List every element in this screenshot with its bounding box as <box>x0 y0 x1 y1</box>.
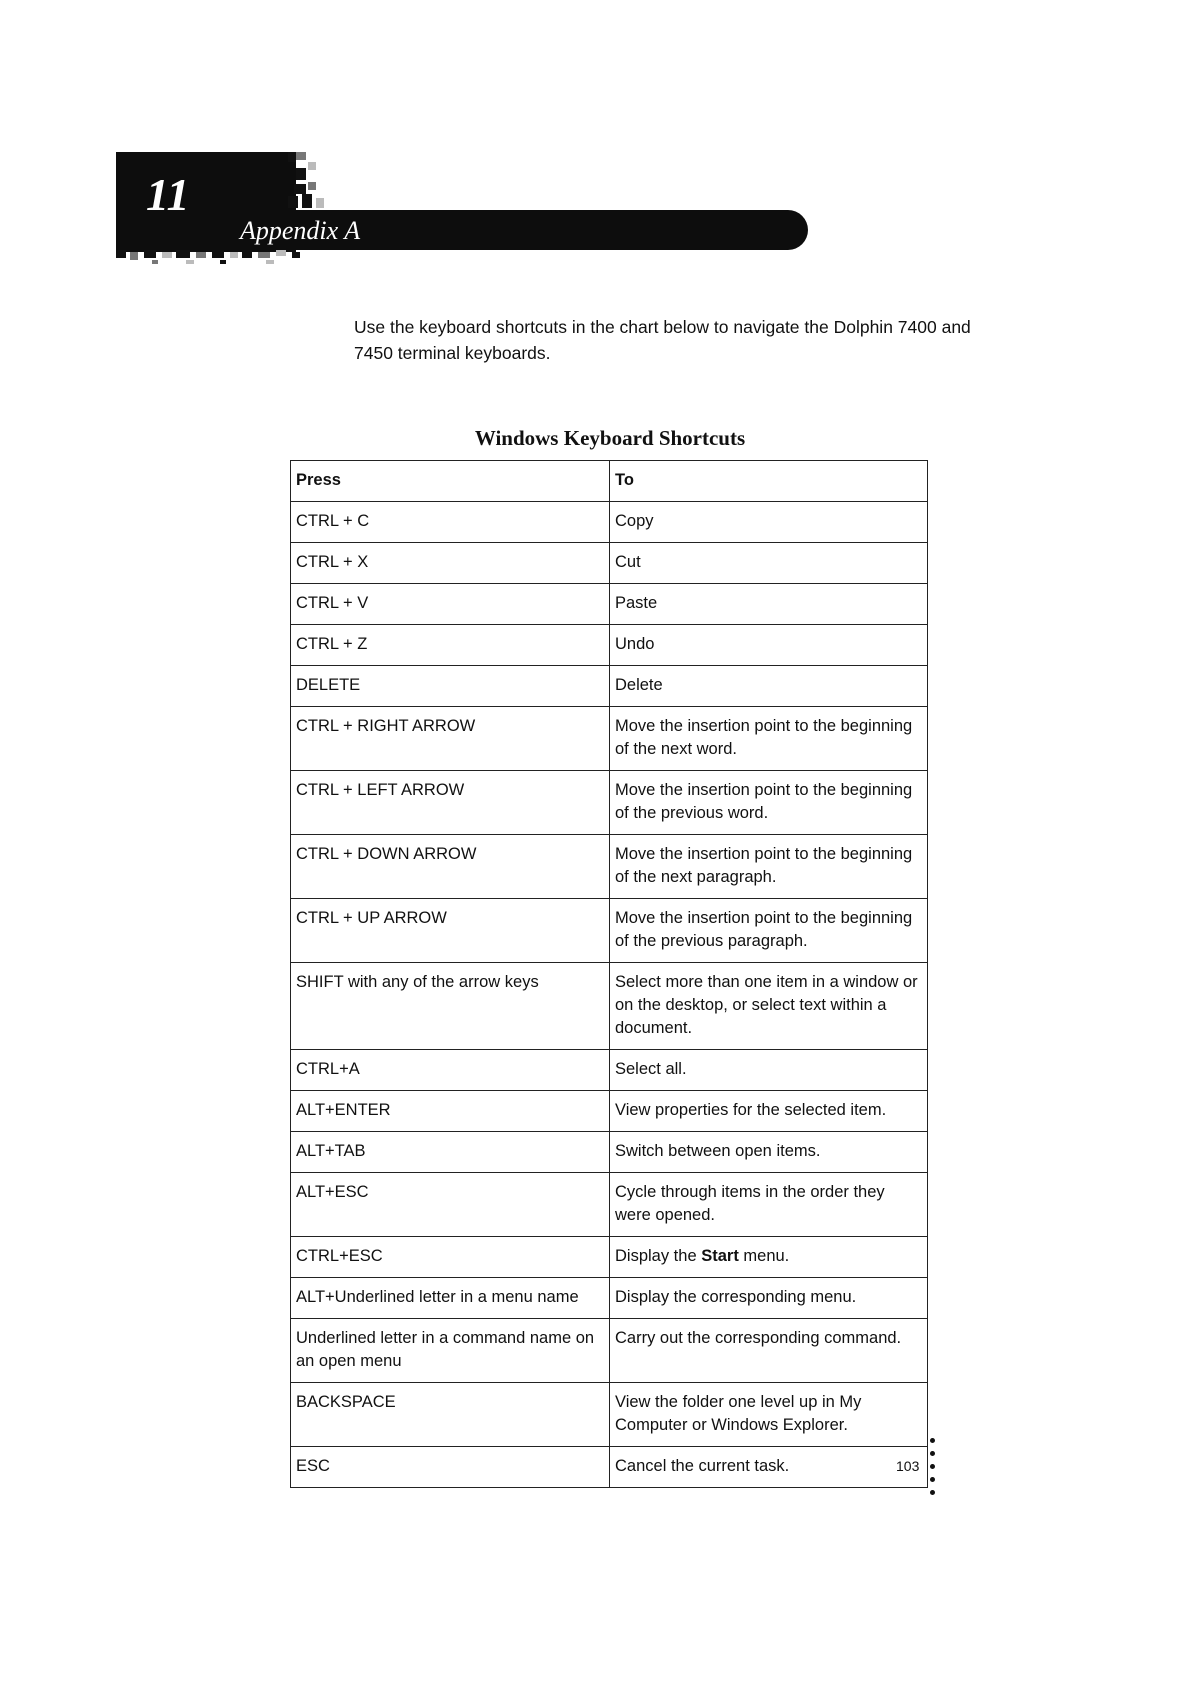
dither-pixel <box>196 252 206 258</box>
table-row <box>291 1091 928 1132</box>
start-menu-term: Start <box>701 1247 739 1265</box>
press-cell: CTRL + V <box>291 584 610 625</box>
chapter-number: 11 <box>146 169 190 220</box>
dither-pixel <box>230 252 238 258</box>
table-row <box>291 666 928 707</box>
table-row <box>291 502 928 543</box>
to-column-header: To <box>610 461 928 502</box>
table-row <box>291 1319 928 1383</box>
dither-pixel <box>266 260 274 264</box>
table-row <box>291 707 928 771</box>
press-cell: CTRL + Z <box>291 625 610 666</box>
dot <box>930 1477 935 1482</box>
to-cell: Undo <box>610 625 928 666</box>
chapter-title-bar <box>294 210 808 250</box>
dither-pixel <box>176 250 190 258</box>
dither-pixel <box>130 252 138 260</box>
press-cell: CTRL + C <box>291 502 610 543</box>
table-row <box>291 1132 928 1173</box>
to-cell: Paste <box>610 584 928 625</box>
chapter-title: Appendix A <box>240 216 361 245</box>
dither-pixel <box>316 198 324 208</box>
dither-pixel <box>186 260 194 264</box>
press-cell: CTRL + DOWN ARROW <box>291 835 610 899</box>
press-cell: ALT+TAB <box>291 1132 610 1173</box>
dither-pixel <box>258 252 270 258</box>
dither-pixel <box>116 250 126 258</box>
to-cell: Move the insertion point to the beginning of the next paragraph. <box>610 835 928 899</box>
dot <box>930 1490 935 1495</box>
to-cell: Cut <box>610 543 928 584</box>
to-cell: Move the insertion point to the beginning of the previous paragraph. <box>610 899 928 963</box>
table-row <box>291 1173 928 1237</box>
dither-pixel <box>144 250 156 258</box>
to-cell: Switch between open items. <box>610 1132 928 1173</box>
press-cell: CTRL+ESC <box>291 1237 610 1278</box>
press-cell: DELETE <box>291 666 610 707</box>
press-column-header: Press <box>291 461 610 502</box>
press-cell: ALT+ENTER <box>291 1091 610 1132</box>
to-cell: Move the insertion point to the beginning of the next word. <box>610 707 928 771</box>
press-cell: CTRL + LEFT ARROW <box>291 771 610 835</box>
to-cell: Delete <box>610 666 928 707</box>
dither-pixel <box>220 260 226 264</box>
dither-pixel <box>302 194 312 208</box>
to-cell <box>610 1237 928 1278</box>
to-cell: Select all. <box>610 1050 928 1091</box>
dither-pixel <box>162 252 172 258</box>
to-cell: Move the insertion point to the beginning of the previous word. <box>610 771 928 835</box>
press-cell: Underlined letter in a command name on an open menu <box>291 1319 610 1383</box>
dither-pixel <box>296 152 306 160</box>
table-title: Windows Keyboard Shortcuts <box>474 426 746 450</box>
dither-pixel <box>276 250 286 256</box>
table-row <box>291 1050 928 1091</box>
press-cell: BACKSPACE <box>291 1383 610 1447</box>
table-row <box>291 625 928 666</box>
table-row <box>291 771 928 835</box>
table-row <box>291 963 928 1050</box>
page-number: 103 <box>896 1458 920 1474</box>
press-cell: ALT+ESC <box>291 1173 610 1237</box>
table-row <box>291 1447 928 1488</box>
to-cell: Copy <box>610 502 928 543</box>
dot <box>930 1464 935 1469</box>
table-row <box>291 899 928 963</box>
dot <box>930 1438 935 1443</box>
press-cell: CTRL + RIGHT ARROW <box>291 707 610 771</box>
press-cell: CTRL + UP ARROW <box>291 899 610 963</box>
to-text-prefix: Display the <box>615 1247 702 1265</box>
dither-pixel <box>294 184 306 194</box>
press-cell: SHIFT with any of the arrow keys <box>291 963 610 1050</box>
dither-pixel <box>152 260 158 264</box>
to-cell: Cancel the current task. <box>610 1447 928 1488</box>
to-cell: View the folder one level up in My Computer or Windows Explorer. <box>610 1383 928 1447</box>
dither-pixel <box>308 182 316 190</box>
shortcuts-table <box>290 460 928 1488</box>
dither-pixel <box>242 250 252 258</box>
press-cell: ESC <box>291 1447 610 1488</box>
to-cell: Carry out the corresponding command. <box>610 1319 928 1383</box>
dither-pixel <box>308 162 316 170</box>
press-cell: CTRL + X <box>291 543 610 584</box>
dither-pixel <box>288 196 298 208</box>
to-cell: Display the corresponding menu. <box>610 1278 928 1319</box>
chapter-banner <box>116 152 706 254</box>
intro-paragraph: Use the keyboard shortcuts in the chart below to navigate the Dolphin 7400 and 7450 terminal keyboards. <box>354 317 971 363</box>
page-dots-decoration <box>930 1438 936 1503</box>
table-row <box>291 1237 928 1278</box>
table-row <box>291 543 928 584</box>
press-cell: ALT+Underlined letter in a menu name <box>291 1278 610 1319</box>
table-row <box>291 1383 928 1447</box>
table-row <box>291 835 928 899</box>
dither-pixel <box>288 152 296 162</box>
table-row <box>291 584 928 625</box>
dither-pixel <box>212 250 224 258</box>
to-text-suffix: menu. <box>738 1247 790 1265</box>
to-cell: Select more than one item in a window or on the desktop, or select text within a document. <box>610 963 928 1050</box>
dither-pixel <box>292 252 300 258</box>
dither-pixel <box>296 168 306 180</box>
table-row <box>291 1278 928 1319</box>
to-cell: View properties for the selected item. <box>610 1091 928 1132</box>
dot <box>930 1451 935 1456</box>
press-cell: CTRL+A <box>291 1050 610 1091</box>
to-cell: Cycle through items in the order they were opened. <box>610 1173 928 1237</box>
table-header-row <box>291 461 928 502</box>
